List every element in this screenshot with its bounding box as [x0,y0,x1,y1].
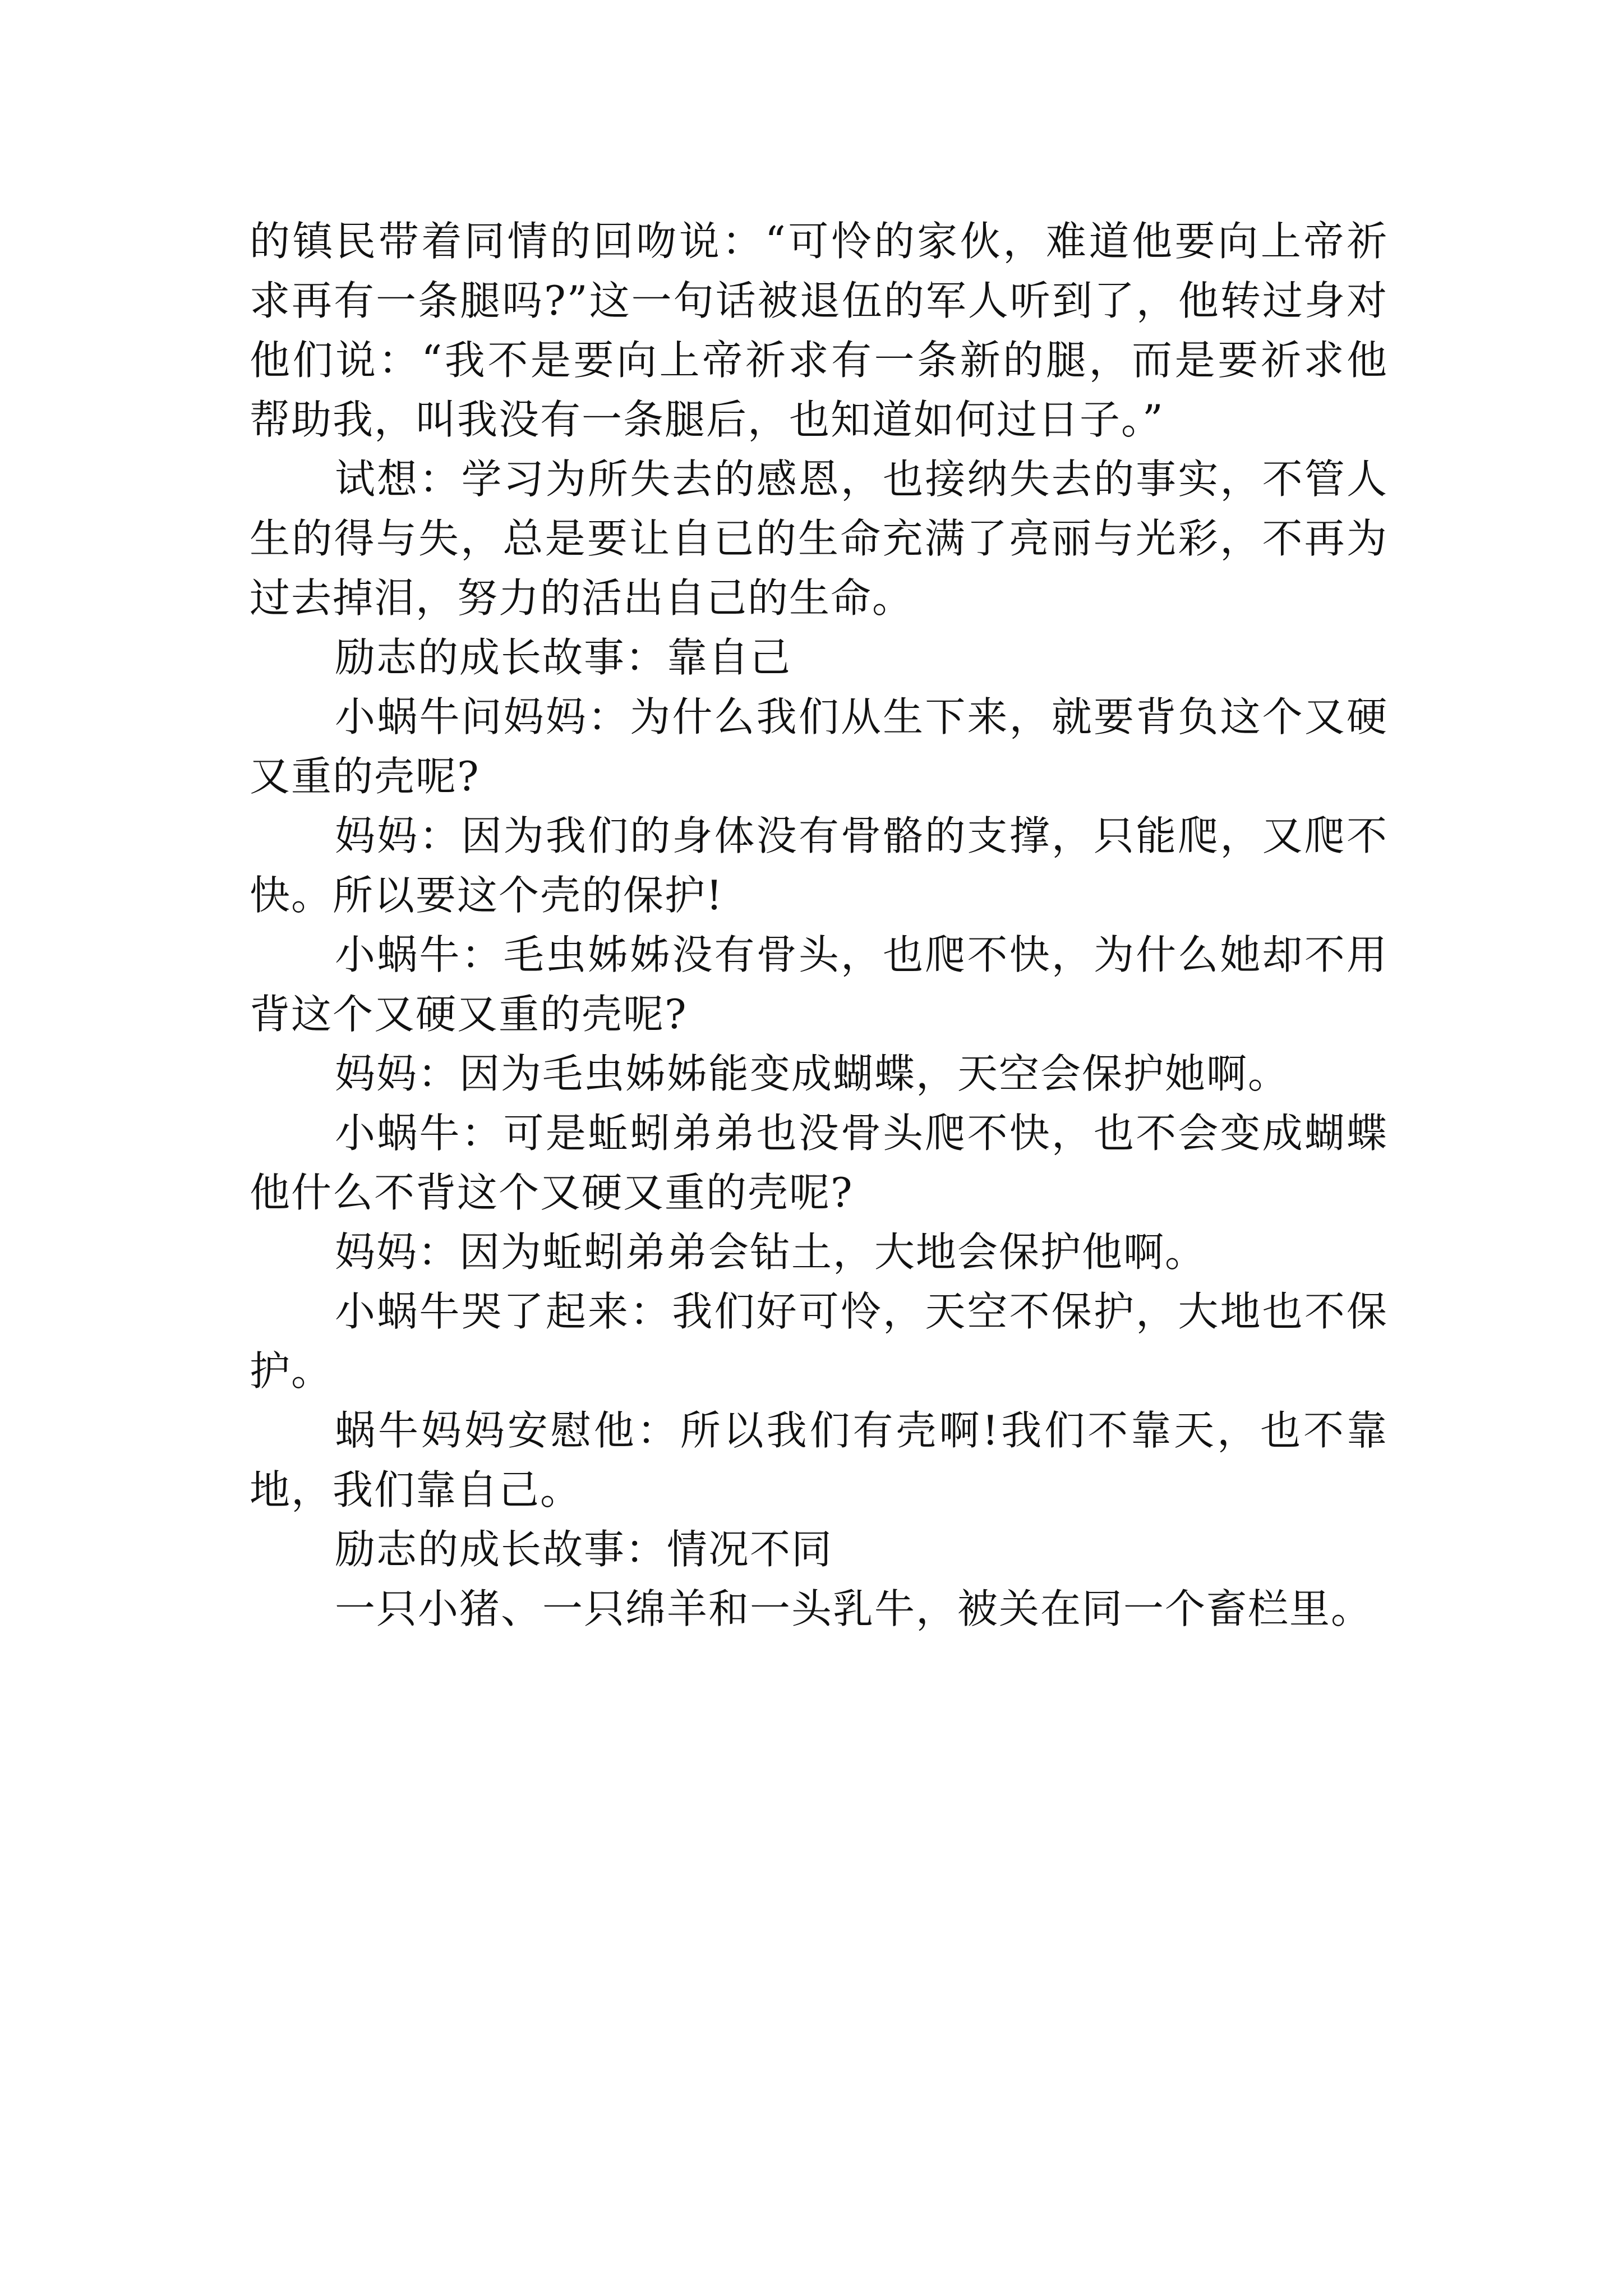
paragraph-pig-sheep-cow: 一只小猪、一只绵羊和一头乳牛，被关在同一个畜栏里。 [335,1585,1373,1632]
paragraph-mother-answer-3: 妈妈：因为蚯蚓弟弟会钻土，大地会保护他啊。 [335,1228,1207,1276]
paragraph-soldier-story: 的镇民带着同情的回吻说：“可怜的家伙，难道他要向上帝祈求再有一条腿吗?”这一句话被退伍的军人听到了，他转过身对他们说：“我不是要向上帝祈求有一条新的腿，而是要祈求他帮助我，叫我没有一条腿后，也知道如何过日子。” [250,218,1388,443]
paragraph-snail-cries: 小蜗牛哭了起来：我们好可怜，天空不保护，大地也不保护。 [250,1288,1388,1395]
section-heading-different-situations: 励志的成长故事：情况不同 [335,1526,833,1573]
paragraph-snail-question-1: 小蜗牛问妈妈：为什么我们从生下来，就要背负这个又硬又重的壳呢? [250,693,1388,800]
paragraph-mother-comforts: 蜗牛妈妈安慰他：所以我们有壳啊!我们不靠天，也不靠地，我们靠自己。 [250,1407,1388,1513]
section-heading-rely-on-self: 励志的成长故事：靠自己 [335,634,792,681]
document-body [250,211,1388,1639]
paragraph-mother-answer-2: 妈妈：因为毛虫姊姊能变成蝴蝶，天空会保护她啊。 [335,1050,1290,1097]
paragraph-snail-question-3: 小蜗牛：可是蚯蚓弟弟也没骨头爬不快，也不会变成蝴蝶他什么不背这个又硬又重的壳呢? [250,1110,1388,1216]
paragraph-reflection: 试想：学习为所失去的感恩，也接纳失去的事实，不管人生的得与失，总是要让自已的生命充满了亮丽与光彩，不再为过去掉泪，努力的活出自己的生命。 [250,455,1388,622]
paragraph-mother-answer-1: 妈妈：因为我们的身体没有骨骼的支撑，只能爬，又爬不快。所以要这个壳的保护! [250,812,1388,919]
paragraph-snail-question-2: 小蜗牛：毛虫姊姊没有骨头，也爬不快，为什么她却不用背这个又硬又重的壳呢? [250,931,1388,1038]
